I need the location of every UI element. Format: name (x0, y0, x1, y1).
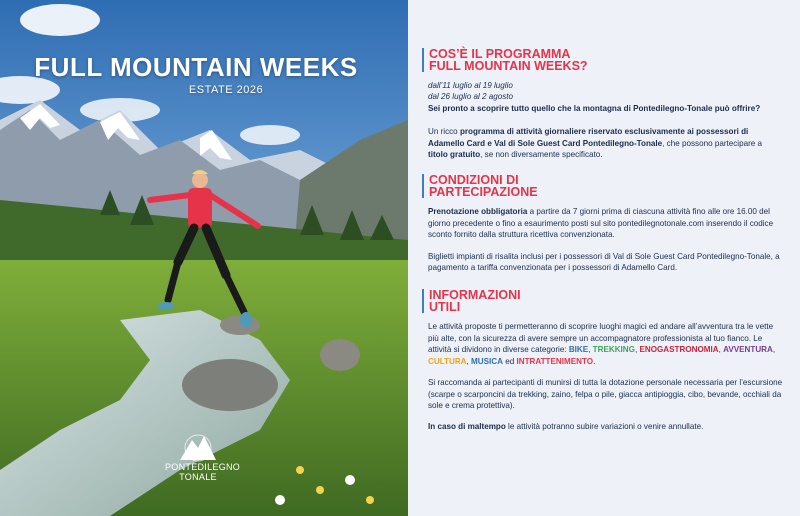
heading-bar (422, 48, 424, 72)
programma-dates (428, 80, 784, 114)
section-heading-informazioni (422, 289, 784, 313)
heading-line2: UTILI (429, 300, 461, 315)
heading-text (429, 289, 521, 313)
mountain-logo-icon (176, 432, 220, 462)
category-enogastronomia: ENOGASTRONOMIA (639, 345, 719, 355)
logo-text-line2: TONALE (179, 472, 217, 482)
informazioni-paragraph2: Si raccomanda ai partecipanti di munirsi di tutta la dotazione personale necessaria per l’escursione (scarpe o scarponcini da trekking, zaino, felpa o pile, giacca antipioggia, cibo, bevande, occhiali da sole e crema protettiva). (428, 378, 783, 410)
heading-text (429, 48, 588, 72)
programma-description: Un ricco programma di attività giornaliere riservato esclusivamente ai possessori di Adamello Card e Val di Sole Guest Card Pontedilegno-Tonale, che possono partecipare a titolo gratuito, se non diversamente specificato. (428, 127, 763, 160)
heading-text (429, 174, 538, 198)
season-label: ESTATE 2026 (188, 84, 264, 96)
heading-bar (422, 289, 424, 313)
condizioni-paragraph2: Biglietti impianti di risalita inclusi per i possessori di Val di Sole Guest Card Pontedilegno-Tonale, a pagamento a tariffa convenzionata per i possessori di Adamello Card. (428, 251, 780, 273)
category-musica: MUSICA (471, 356, 503, 366)
info-panel (408, 0, 800, 516)
informazioni-paragraph1: Le attività proposte ti permetteranno di scoprire luoghi magici ed andare all’avventura tra le vette più alte, con la sicurezza di avere sempre un accompagnatore professionista al tuo fianco. Le attività si dividono in diverse categorie: BIKE, TREKKING, ENOGASTRONOMIA, AVVENTURA, CULTURA, MUSICA ed INTRATTENIMENTO. (428, 322, 776, 366)
category-trekking: TREKKING (592, 345, 635, 355)
dates-line1: dall’11 luglio al 19 luglio (428, 81, 513, 90)
dates-line2: dal 26 luglio al 2 agosto (428, 92, 514, 102)
heading-line2: FULL MOUNTAIN WEEKS? (429, 59, 588, 73)
pontedilegno-tonale-logo (165, 432, 241, 482)
category-bike: BIKE (568, 345, 589, 355)
category-avventura: AVVENTURA (723, 345, 773, 355)
category-intrattenimento: INTRATTENIMENTO (516, 356, 594, 366)
section-heading-programma (422, 48, 784, 72)
heading-line1: COS’È IL PROGRAMMA (429, 47, 571, 61)
heading-bar (422, 174, 424, 198)
logo-text-line1: PONTEDILEGNO (165, 462, 241, 472)
informazioni-paragraph3: In caso di maltempo le attività potranno subire variazioni o venire annullate. (428, 422, 704, 432)
section-heading-condizioni (422, 174, 784, 198)
brochure-title: FULL MOUNTAIN WEEKS (34, 52, 358, 82)
condizioni-paragraph1: Prenotazione obbligatoria a partire da 7 giorni prima di ciascuna attività fino alle ore 16.00 del giorno precedente o fino a esaurimento posti sul sito pontedilegnotonale.com inserendo il codice sconto fornito dalla struttura ricettiva convenzionata. (428, 207, 774, 240)
category-cultura: CULTURA (428, 356, 467, 366)
heading-line2: PARTECIPAZIONE (429, 185, 538, 200)
programma-question: Sei pronto a scoprire tutto quello che la montagna di Pontedilegno-Tonale può offrire? (428, 103, 761, 113)
heading-line1: CONDIZIONI DI (429, 173, 519, 188)
heading-line1: INFORMAZIONI (429, 288, 521, 303)
